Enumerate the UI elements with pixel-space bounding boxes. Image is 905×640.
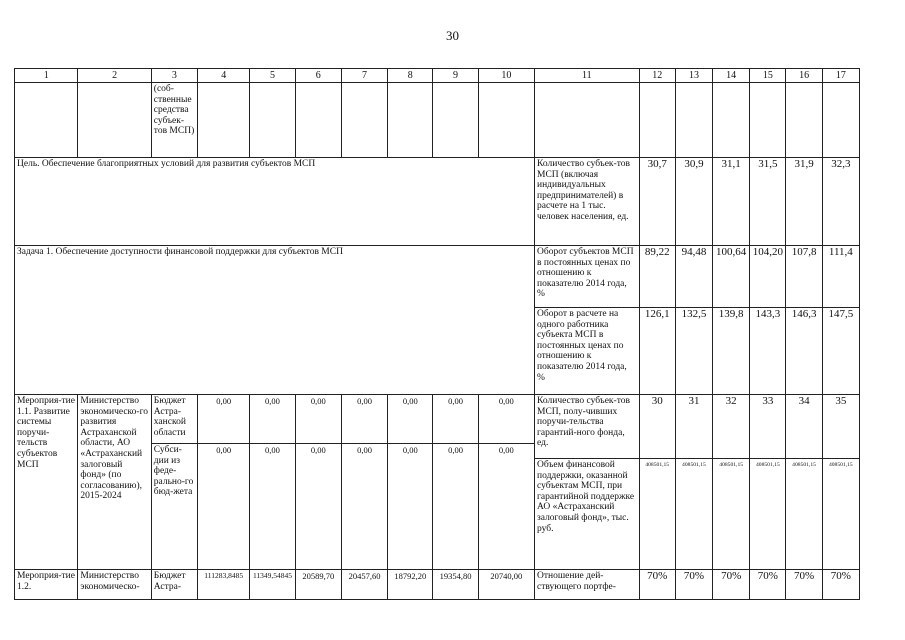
funding-cell: 20457,60 bbox=[341, 570, 387, 600]
value-cell: 408501,15 bbox=[675, 459, 712, 570]
column-header: 17 bbox=[822, 69, 859, 83]
indicator-cell: Отношение дей-ствующего портфе- bbox=[535, 570, 640, 600]
indicator-cell: Объем финансовой поддержки, оказанной субъектам МСП, при гарантийной поддержке АО «Астраханский залоговый фонд», тыс. руб. bbox=[535, 459, 640, 570]
column-header: 6 bbox=[295, 69, 341, 83]
funding-cell: 0,00 bbox=[198, 444, 250, 570]
funding-cell: 0,00 bbox=[250, 444, 295, 570]
funding-cell: 0,00 bbox=[478, 395, 534, 444]
column-header: 16 bbox=[786, 69, 822, 83]
value-cell: 104,20 bbox=[750, 246, 786, 308]
own-funds-row bbox=[15, 83, 860, 158]
value-cell: 33 bbox=[750, 395, 786, 459]
value-cell: 408501,15 bbox=[822, 459, 859, 570]
funding-cell: 0,00 bbox=[478, 444, 534, 570]
funding-cell: 111283,8485 bbox=[198, 570, 250, 600]
value-cell: 132,5 bbox=[675, 308, 712, 395]
indicator-cell: Количество субъек-тов МСП, полу-чивших поручи-тельства гарантий-ного фонда, ед. bbox=[535, 395, 640, 459]
funding-cell: 0,00 bbox=[388, 444, 433, 570]
funding-cell: 0,00 bbox=[341, 395, 387, 444]
column-header: 15 bbox=[750, 69, 786, 83]
value-cell: 31,5 bbox=[750, 158, 786, 246]
funding-cell: 0,00 bbox=[198, 395, 250, 444]
column-header: 2 bbox=[78, 69, 151, 83]
column-header: 4 bbox=[198, 69, 250, 83]
funding-cell: 0,00 bbox=[295, 395, 341, 444]
funding-cell: 18792,20 bbox=[388, 570, 433, 600]
value-cell: 126,1 bbox=[639, 308, 675, 395]
value-cell: 35 bbox=[822, 395, 859, 459]
value-cell: 107,8 bbox=[786, 246, 822, 308]
value-cell: 30 bbox=[639, 395, 675, 459]
measure-name: Мероприя-тие 1.2. bbox=[15, 570, 78, 600]
value-cell: 408501,15 bbox=[639, 459, 675, 570]
column-header: 1 bbox=[15, 69, 78, 83]
value-cell: 143,3 bbox=[750, 308, 786, 395]
column-header: 5 bbox=[250, 69, 295, 83]
column-header: 12 bbox=[639, 69, 675, 83]
funding-cell: 0,00 bbox=[388, 395, 433, 444]
indicator-cell: Количество субъек-тов МСП (включая индивидуальных предпринимателей) в расчете на 1 тыс. человек населения, ед. bbox=[535, 158, 640, 246]
funding-cell: 0,00 bbox=[433, 444, 478, 570]
value-cell: 70% bbox=[675, 570, 712, 600]
funding-source-cell: Бюджет Астра- bbox=[151, 570, 197, 600]
value-cell: 70% bbox=[786, 570, 822, 600]
value-cell: 100,64 bbox=[713, 246, 750, 308]
funding-cell: 20740,00 bbox=[478, 570, 534, 600]
value-cell: 111,4 bbox=[822, 246, 859, 308]
column-header: 14 bbox=[713, 69, 750, 83]
column-header: 10 bbox=[478, 69, 534, 83]
value-cell: 30,9 bbox=[675, 158, 712, 246]
funding-cell: 20589,70 bbox=[295, 570, 341, 600]
value-cell: 146,3 bbox=[786, 308, 822, 395]
funding-cell: 0,00 bbox=[250, 395, 295, 444]
task1-row bbox=[15, 246, 860, 308]
value-cell: 31,9 bbox=[786, 158, 822, 246]
funding-cell: 0,00 bbox=[341, 444, 387, 570]
value-cell: 70% bbox=[822, 570, 859, 600]
column-header: 11 bbox=[535, 69, 640, 83]
funding-cell: 0,00 bbox=[433, 395, 478, 444]
value-cell: 408501,15 bbox=[786, 459, 822, 570]
value-cell: 147,5 bbox=[822, 308, 859, 395]
measure-1-1-row bbox=[15, 395, 860, 444]
column-header: 9 bbox=[433, 69, 478, 83]
task-text: Задача 1. Обеспечение доступности финансовой поддержки для субъектов МСП bbox=[15, 246, 535, 395]
executor-cell: Министерство экономическо-го развития Астраханской области, АО «Астраханский залоговый фонд» (по согласованию), 2015-2024 bbox=[78, 395, 151, 570]
value-cell: 31 bbox=[675, 395, 712, 459]
value-cell: 32 bbox=[713, 395, 750, 459]
value-cell: 89,22 bbox=[639, 246, 675, 308]
value-cell: 70% bbox=[750, 570, 786, 600]
value-cell: 34 bbox=[786, 395, 822, 459]
value-cell: 31,1 bbox=[713, 158, 750, 246]
funding-source-cell: Субси-дии из феде-рально-го бюд-жета bbox=[151, 444, 197, 570]
goal-row bbox=[15, 158, 860, 246]
column-number-row bbox=[15, 69, 860, 83]
value-cell: 408501,15 bbox=[713, 459, 750, 570]
column-header: 8 bbox=[388, 69, 433, 83]
value-cell: 70% bbox=[713, 570, 750, 600]
value-cell: 408501,15 bbox=[750, 459, 786, 570]
goal-text: Цель. Обеспечение благоприятных условий для развития субъектов МСП bbox=[15, 158, 535, 246]
funding-source-cell: (соб-ственные средства субъек-тов МСП) bbox=[151, 83, 197, 158]
indicator-cell: Оборот в расчете на одного работника субъекта МСП в постоянных ценах по отношению к показателю 2014 года, % bbox=[535, 308, 640, 395]
funding-cell: 19354,80 bbox=[433, 570, 478, 600]
column-header: 3 bbox=[151, 69, 197, 83]
page-number: 30 bbox=[446, 28, 459, 43]
column-header: 7 bbox=[341, 69, 387, 83]
funding-cell: 0,00 bbox=[295, 444, 341, 570]
value-cell: 94,48 bbox=[675, 246, 712, 308]
executor-cell: Министерство экономическо- bbox=[78, 570, 151, 600]
measure-1-2-row bbox=[15, 570, 860, 600]
value-cell: 70% bbox=[639, 570, 675, 600]
indicator-cell: Оборот субъектов МСП в постоянных ценах по отношению к показателю 2014 года, % bbox=[535, 246, 640, 308]
funding-cell: 11349,54845 bbox=[250, 570, 295, 600]
funding-source-cell: Бюджет Астра-ханской области bbox=[151, 395, 197, 444]
column-header: 13 bbox=[675, 69, 712, 83]
measure-name: Мероприя-тие 1.1. Развитие системы поручи-тельств субъектов МСП bbox=[15, 395, 78, 570]
value-cell: 30,7 bbox=[639, 158, 675, 246]
program-table bbox=[14, 68, 860, 600]
value-cell: 139,8 bbox=[713, 308, 750, 395]
value-cell: 32,3 bbox=[822, 158, 859, 246]
